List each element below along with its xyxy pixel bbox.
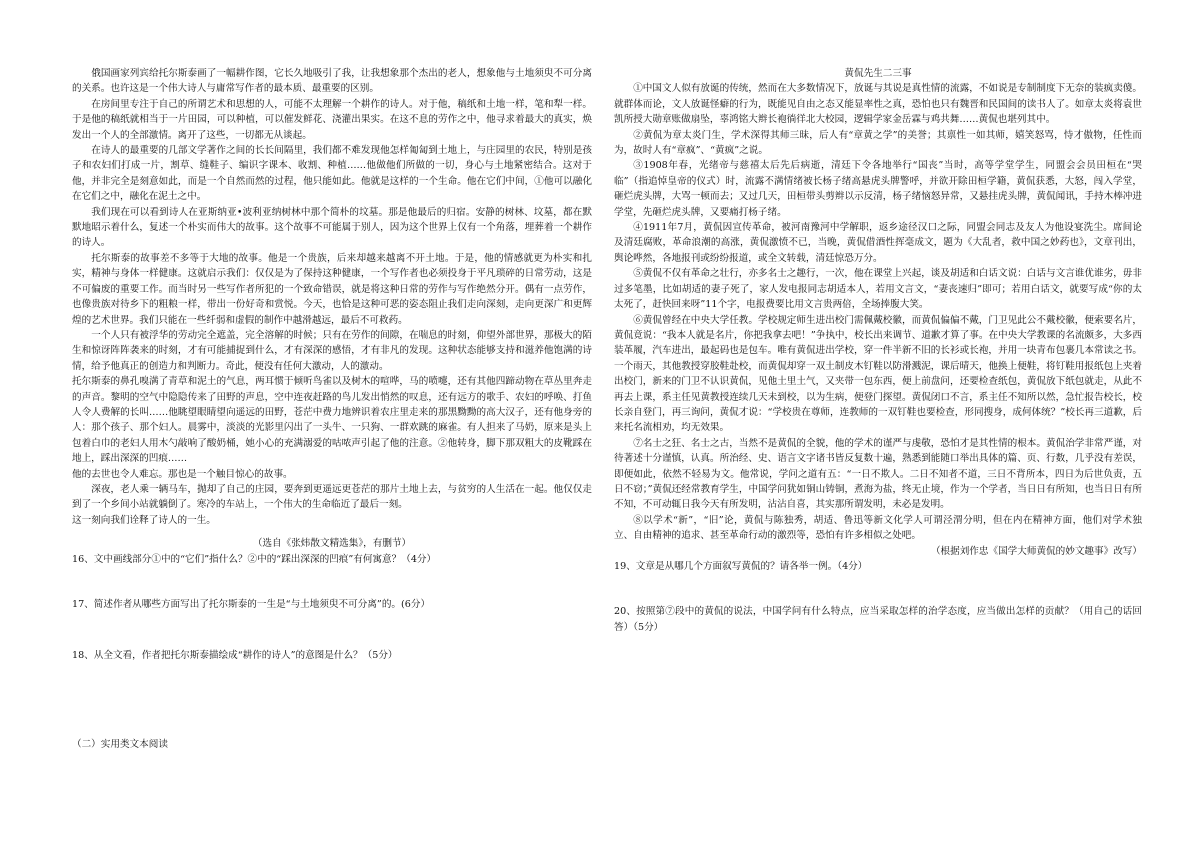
- paragraph: 托尔斯泰的故事差不多等于大地的故事。他是一个贵族，后来却越来越离不开土地。于是，他的情感就更为朴实和扎实，精神与身体一样健康。这就启示我们：仅仅是为了保持这种健康，一个写作者也必须投身于平凡琐碎的日常劳动，这是不可偏废的重要工作。而当时另一些写作者所犯的一个致命错误，就是将这种日常的劳作与写作绝然分开。偶有一点劳作，也像贵族对待乡下的粗粮一样，带出一份好奇和赏悦。今天，也恰是这种可恶的姿态阻止我们走向深刻，走向更深广和更辉煌的艺术世界。我们只能在一些纤弱和虚假的制作中越滑越远，最后不可救药。: [72, 252, 592, 326]
- paragraph: ②黄侃为章太炎门生，学术深得其师三昧，后人有“章黄之学”的美誉；其禀性一如其师，嬉笑怒骂，恃才傲物，任性而为，故时人有“章疯”、“黄疯”之说。: [614, 129, 1142, 157]
- question-19: 19、文章是从哪几个方面叙写黄侃的？请各举一例。（4分）: [614, 561, 868, 572]
- paragraph: 深夜，老人乘一辆马车，抛却了自己的庄园，要奔到更遥远更苍茫的那片土地上去，与贫穷的人生活在一起。他仅仅走到了一个乡间小站就躺倒了。寒冷的车站上，一个伟大的生命临近了最后一刻。: [72, 483, 592, 511]
- left-column: [72, 66, 592, 664]
- right-column: [614, 66, 1142, 635]
- paragraph: 这一刻向我们诠释了诗人的一生。: [72, 514, 216, 526]
- paragraph: 一个人只有被浮华的劳动完全遮盖，完全溶解的时候；只有在劳作的间隙，在喘息的时刻，仰望外部世界，那极大的陌生和惊讶阵阵袭来的时刻，才有可能捕捉到什么，才有深深的感悟，才有非凡的发现。这种状态能够支持和滋养他饱满的诗情，给予他真正的创造力和判断力。奇此，便没有任何大激动，人的激动。: [72, 329, 592, 372]
- question-20: 20、按照第⑦段中的黄侃的说法，中国学问有什么特点，应当采取怎样的治学态度，应当做出怎样的贡献？（用自己的话回答）（5分）: [614, 606, 1142, 633]
- paragraph: ①中国文人似有放诞的传统，然而在大多数情况下，放诞与其说是真性情的流露，不如说是专制制度下无奈的装疯卖傻。就群体而论，文人放诞怪癖的行为，既能见自由之态又能显率性之真，恐怕也只有魏晋和民国间的读书人了。如章太炎将袁世凯所授大勋章账做扇坠，辜鸿铭大辫长袍徜徉北大校园，逻辑学家金岳霖与鸡共舞……黄侃也堪列其中。: [614, 83, 1142, 126]
- section-heading: （二）实用类文本阅读: [72, 739, 168, 750]
- paragraph: 托尔斯泰的鼻孔嗅满了青草和泥土的气息，两耳惯于倾听鸟雀以及树木的喧哗，马的喷嚏，还有其他四蹄动物在草丛里奔走的声音。黎明的空气中隐隐传来了田野的声息，空中连夜赶路的鸟儿发出悄然的叹息，还有远方的歌手、农妇的呼唤、打鱼人令人费解的长叫……他眺望眼睛望向遥远的田野，苍茫中费力地辨识着农庄里走来的那黑黝黝的高大汉子，还有他身旁的人：那个孩子、那个妇人。晨雾中，淡淡的光影里闪出了一头牛、一只狗、一群欢跳的麻雀。有人担来了马奶，原来是头上包着白巾的老妇人用木勺敲响了酸奶桶，她小心的充满溺爱的咕哝声引起了他的注意。②他转身，脚下那双粗大的皮靴踩在地上，踩出深深的凹痕……: [72, 376, 592, 465]
- paragraph: ⑥黄侃曾经在中央大学任教。学校规定师生进出校门需佩戴校徽，而黄侃偏偏不戴，门卫见此公不戴校徽，便索要名片，黄侃竟说：“我本人就是名片，你把我拿去吧！”争执中，校长出来调节、道歉才算了事。在中央大学教课的名流颇多，大多西装革履，汽车进出，最起码也是包车。唯有黄侃进出学校，穿一件半新不旧的长衫或长袍，并用一块青布包裹几本常读之书。一个雨天，其他教授穿胶鞋赴校，而黄侃却穿一双土制皮木钉鞋以防滑溅泥，课后晴天，他换上便鞋，将钉鞋用报纸包上夹着出校门，新来的门卫不认识黄侃，见他土里土气，又夹带一包东西，便上前盘问，还要检查纸包，黄侃放下纸包就走，从此不再去上课，系主任见黄教授连续几天未到校，以为生病，便登门探望。黄侃闭口不言，系主任不知所以然，急忙报告校长，校长亲自登门，再三询问，黄侃才说：“学校贵在尊师，连教师的一双钉鞋也要检查，形同搜身，成何体统？”校长再三道歉，后来托名流相劝，均无效果。: [614, 314, 1142, 434]
- paragraph: 我们现在可以看到诗人在亚斯纳亚•波利亚纳树林中那个简朴的坟墓。那是他最后的归宿。安静的树林、坟墓，都在默默地昭示着什么，复述一个朴实而伟大的故事。这个故事不可能属于别人，因为这个世界上仅有一个角落，埋葬着一个耕作的诗人。: [72, 206, 592, 249]
- question-16: 16、文中画线部分①中的“它们”指什么？②中的“踩出深深的凹痕”有何寓意？（4分）: [72, 553, 437, 565]
- paragraph: ⑤黄侃不仅有革命之壮行，亦多名士之趣行，一次，他在课堂上兴起，谈及胡适和白话文说：白话与文言谁优谁劣，毋非过多笔墨，比如胡适的妻子死了，家人发电报同志胡适本人，若用文言文，“妻丧速归”即可；若用白话文，就要写成“你的太太死了，赶快回来呀”11个字，电报费要比用文言贵两倍，全场捧腹大笑。: [614, 268, 1142, 311]
- paragraph: ⑦名士之狂、名士之古，当然不是黄侃的全貌，他的学术的谨严与虔敬，恐怕才是其性情的根本。黄侃治学非常严谨，对待著述十分谨慎，认真。所治经、史、语言文字诸书皆反复数十遍，熟悉到能随口举出具体的篇、页、行数，几乎没有差误，即便如此，依然不轻易为文。他常说，学问之道有五：“一日不欺人。二日不知者不道，三日不背所本，四日为后世负责，五日不窃；”黄侃还经常教育学生，中国学问犹如铜山铸铜，煮海为盐，终无止境，作为一个学者，当日日有所知，也当日日有所不知，不可动辄日我今天有所发明，沾沾自喜，其实那所谓发明，未必是发明。: [614, 437, 1142, 511]
- paragraph: 在房间里专注于自己的所谓艺术和思想的人，可能不太理解一个耕作的诗人。对于他，稿纸和土地一样，笔和犁一样。于是他的稿纸就相当于一片田园，可以种植，可以催发鲜花、浇灌出果实。在这不息的劳作之中，他寻求着最大的真实，焕发出一个人的全部激情。离开了这些，一切都无从谈起。: [72, 98, 592, 141]
- question-17: 17、简述作者从哪些方面写出了托尔斯泰的一生是“与土地须臾不可分离”的。(6分）: [72, 599, 431, 610]
- source-citation: （根据刘作忠《国学大师黄侃的妙文趣事》改写）: [930, 545, 1142, 557]
- paragraph: 俄国画家列宾给托尔斯泰画了一幅耕作图，它长久地吸引了我，让我想象那个杰出的老人，想象他与土地须臾不可分离的关系。也许这是一个伟大诗人与庸常写作者的最本质、最重要的区别。: [72, 68, 592, 95]
- paragraph: ③1908年春，光绪帝与慈禧太后先后病逝，清廷下令各地举行“国丧”当时，高等学堂学生，同盟会会员田桓在“哭临”（指追悼皇帝的仪式）时，流露不满情绪被长杨子绪高悬虎头牌警呼，并欲开除田桓学籍，黄侃获悉，大怒，闯入学堂，砸烂虎头牌，大骂一顿而去；又过几天，田桓带头剪辫以示反清，杨子绪恼怒异常，又悬挂虎头牌，黄侃闻讯，手持木棒冲进学堂，先砸烂虎头牌，又要痛打杨子绪。: [614, 160, 1142, 218]
- paragraph: ④1911年7月，黄侃因宣传革命，被河南豫河中学解职，返乡途径汉口之际，同盟会同志及友人为他设宴洗尘。席间论及清廷腐败，革命浪潮的高涨，黄侃激愤不已，当晚，黄侃借酒性挥毫成文，题为《大乱者，救中国之妙药也》，文章刊出，舆论哗然，各地报刊或纷纷报道，或全文转载，清廷惊恐万分。: [614, 222, 1142, 264]
- article-title: 黄侃先生二三事: [844, 68, 912, 79]
- paragraph: 他的去世也令人难忘。那也是一个触目惊心的故事。: [72, 468, 293, 480]
- source-citation: （选自《张炜散文精选集》，有删节）: [252, 538, 412, 550]
- paragraph: ⑧以学术“新”，“旧”论，黄侃与陈独秀，胡适、鲁迅等新文化学人可谓泾渭分明，但在内在精神方面，他们对学术独立、自由精神的追求、甚至革命行动的激烈等，恐怕有许多相似之处吧。: [614, 514, 1142, 542]
- question-18: 18、从全文看，作者把托尔斯泰描绘成“耕作的诗人”的意图是什么？（5分）: [72, 650, 398, 662]
- paragraph: 在诗人的最重要的几部文学著作之间的长长间隔里，我们都不难发现他怎样匍匐到土地上，与庄园里的农民，特别是孩子和农妇们打成一片，割草、缝鞋子、编识字课本、收割、种植……他做他们所做的一切，身心与土地紧密结合。这对于他，并非完全是刻意如此，而是一个自然而然的过程，他只能如此。他就是这样的一个生命。他在它们中间，①他可以融化在它们之中，融化在泥土之中。: [72, 145, 592, 203]
